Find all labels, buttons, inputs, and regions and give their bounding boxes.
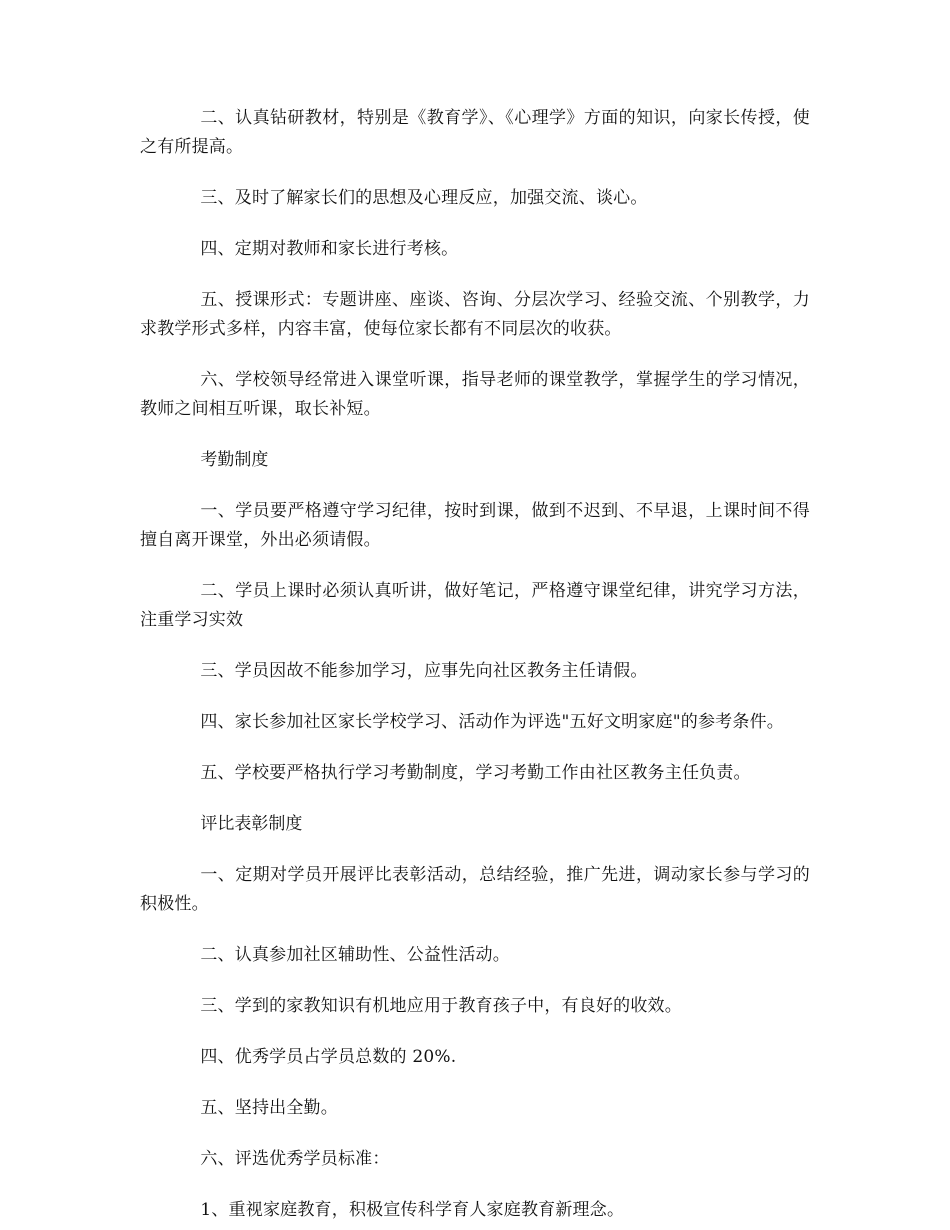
paragraph: 二、学员上课时必须认真听讲，做好笔记，严格遵守课堂纪律，讲究学习方法，注重学习实效 xyxy=(140,581,810,630)
paragraph: 四、定期对教师和家长进行考核。 xyxy=(200,239,459,259)
paragraph: 二、认真参加社区辅助性、公益性活动。 xyxy=(200,945,510,965)
section-heading-evaluation: 评比表彰制度 xyxy=(200,814,303,834)
document-body xyxy=(140,104,810,1230)
paragraph: 一、定期对学员开展评比表彰活动，总结经验，推广先进，调动家长参与学习的积极性。 xyxy=(140,865,810,914)
paragraph: 四、优秀学员占学员总数的 20%. xyxy=(200,1047,457,1067)
section-heading-attendance: 考勤制度 xyxy=(200,450,269,470)
paragraph: 三、学员因故不能参加学习，应事先向社区教务主任请假。 xyxy=(200,661,648,681)
paragraph: 1、重视家庭教育，积极宣传科学育人家庭教育新理念。 xyxy=(200,1200,625,1220)
paragraph: 三、学到的家教知识有机地应用于教育孩子中，有良好的收效。 xyxy=(200,996,682,1016)
paragraph: 三、及时了解家长们的思想及心理反应，加强交流、谈心。 xyxy=(200,188,648,208)
paragraph: 五、学校要严格执行学习考勤制度，学习考勤工作由社区教务主任负责。 xyxy=(200,763,751,783)
paragraph: 五、授课形式：专题讲座、座谈、咨询、分层次学习、经验交流、个别教学，力求教学形式多样，内容丰富，使每位家长都有不同层次的收获。 xyxy=(140,290,810,339)
paragraph: 六、评选优秀学员标准： xyxy=(200,1149,390,1169)
paragraph: 六、学校领导经常进入课堂听课，指导老师的课堂教学，掌握学生的学习情况，教师之间相互听课，取长补短。 xyxy=(140,370,810,419)
paragraph: 五、坚持出全勤。 xyxy=(200,1098,338,1118)
paragraph: 二、认真钻研教材，特别是《教育学》、《心理学》方面的知识，向家长传授，使之有所提高。 xyxy=(140,108,810,157)
paragraph: 一、学员要严格遵守学习纪律，按时到课，做到不迟到、不早退，上课时间不得擅自离开课堂，外出必须请假。 xyxy=(140,501,810,550)
paragraph: 四、家长参加社区家长学校学习、活动作为评选"五好文明家庭"的参考条件。 xyxy=(200,712,784,732)
